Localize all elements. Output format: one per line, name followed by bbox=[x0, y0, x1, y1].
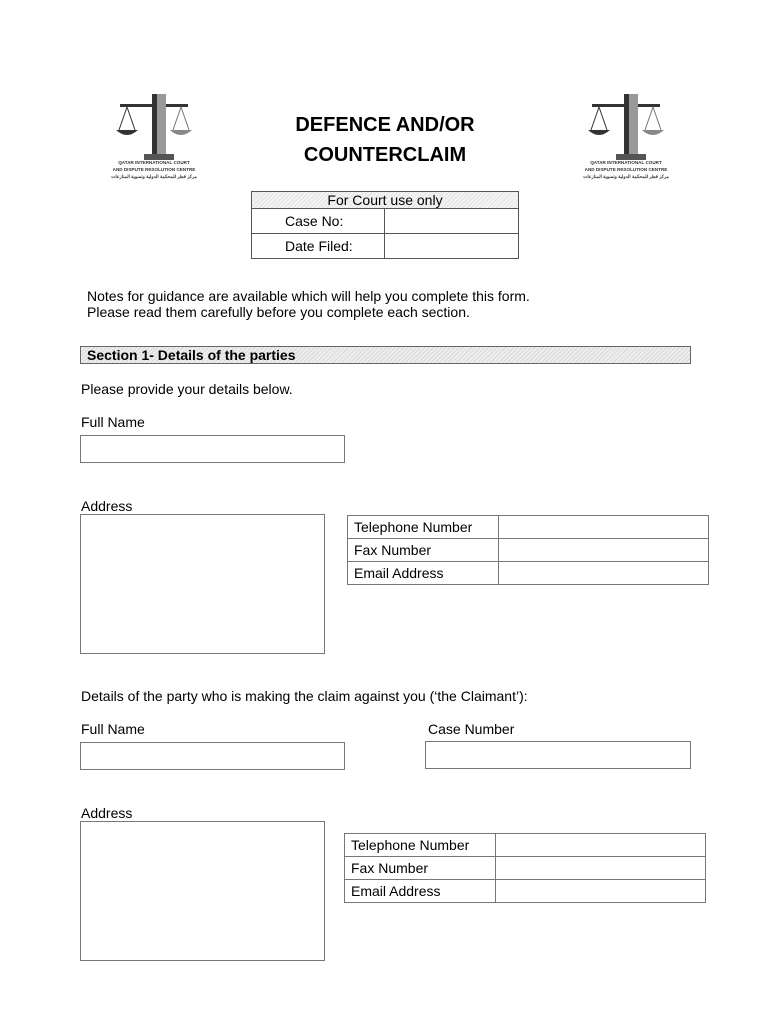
section-1-heading bbox=[80, 346, 691, 364]
guidance-notes-line1: Notes for guidance are available which will help you complete this form. bbox=[87, 288, 530, 304]
claimant-email-label: Email Address bbox=[345, 880, 496, 903]
claimant-fax-label: Fax Number bbox=[345, 857, 496, 880]
form-title-line1: DEFENCE AND/OR bbox=[295, 114, 475, 136]
claimant-case-number-field[interactable] bbox=[425, 741, 691, 769]
email-label: Email Address bbox=[348, 562, 499, 585]
claimant-fax-field[interactable] bbox=[496, 857, 706, 880]
claimant-full-name-label: Full Name bbox=[81, 721, 145, 737]
claimant-address-field[interactable] bbox=[80, 821, 325, 961]
case-no-field[interactable] bbox=[385, 209, 519, 234]
section-1-intro: Please provide your details below. bbox=[81, 381, 293, 397]
address-field[interactable] bbox=[80, 514, 325, 654]
logo-text-line1: QATAR INTERNATIONAL COURT bbox=[590, 160, 662, 165]
logo-text-line2: AND DISPUTE RESOLUTION CENTRE bbox=[584, 167, 668, 172]
telephone-label: Telephone Number bbox=[348, 516, 499, 539]
guidance-notes-line2: Please read them carefully before you complete each section. bbox=[87, 304, 470, 320]
claimant-full-name-field[interactable] bbox=[80, 742, 345, 770]
court-use-heading: For Court use only bbox=[252, 192, 519, 209]
claimant-intro: Details of the party who is making the claim against you (‘the Claimant’): bbox=[81, 688, 528, 704]
logo-text-line2: AND DISPUTE RESOLUTION CENTRE bbox=[112, 167, 196, 172]
contact-details-table bbox=[347, 515, 709, 585]
full-name-label: Full Name bbox=[81, 414, 145, 430]
fax-field[interactable] bbox=[499, 539, 709, 562]
logo-text-arabic: مركز قطر للمحكمة الدولية وتسوية المنازعات bbox=[583, 174, 669, 179]
telephone-field[interactable] bbox=[499, 516, 709, 539]
claimant-contact-details-table bbox=[344, 833, 706, 903]
claimant-address-label: Address bbox=[81, 805, 133, 821]
form-title bbox=[270, 110, 500, 170]
claimant-telephone-label: Telephone Number bbox=[345, 834, 496, 857]
court-use-table bbox=[251, 191, 519, 259]
date-filed-field[interactable] bbox=[385, 234, 519, 259]
date-filed-label: Date Filed: bbox=[252, 234, 385, 259]
email-field[interactable] bbox=[499, 562, 709, 585]
section-1-heading-text: Section 1- Details of the parties bbox=[87, 347, 296, 363]
form-title-line2: COUNTERCLAIM bbox=[303, 144, 467, 166]
claimant-email-field[interactable] bbox=[496, 880, 706, 903]
court-logo-left bbox=[94, 90, 214, 180]
full-name-field[interactable] bbox=[80, 435, 345, 463]
court-logo-right bbox=[566, 90, 686, 180]
address-label: Address bbox=[81, 498, 133, 514]
case-no-label: Case No: bbox=[252, 209, 385, 234]
claimant-telephone-field[interactable] bbox=[496, 834, 706, 857]
logo-text-arabic: مركز قطر للمحكمة الدولية وتسوية المنازعات bbox=[111, 174, 197, 179]
guidance-notes bbox=[87, 288, 530, 320]
claimant-case-number-label: Case Number bbox=[428, 721, 515, 737]
logo-text-line1: QATAR INTERNATIONAL COURT bbox=[118, 160, 190, 165]
fax-label: Fax Number bbox=[348, 539, 499, 562]
